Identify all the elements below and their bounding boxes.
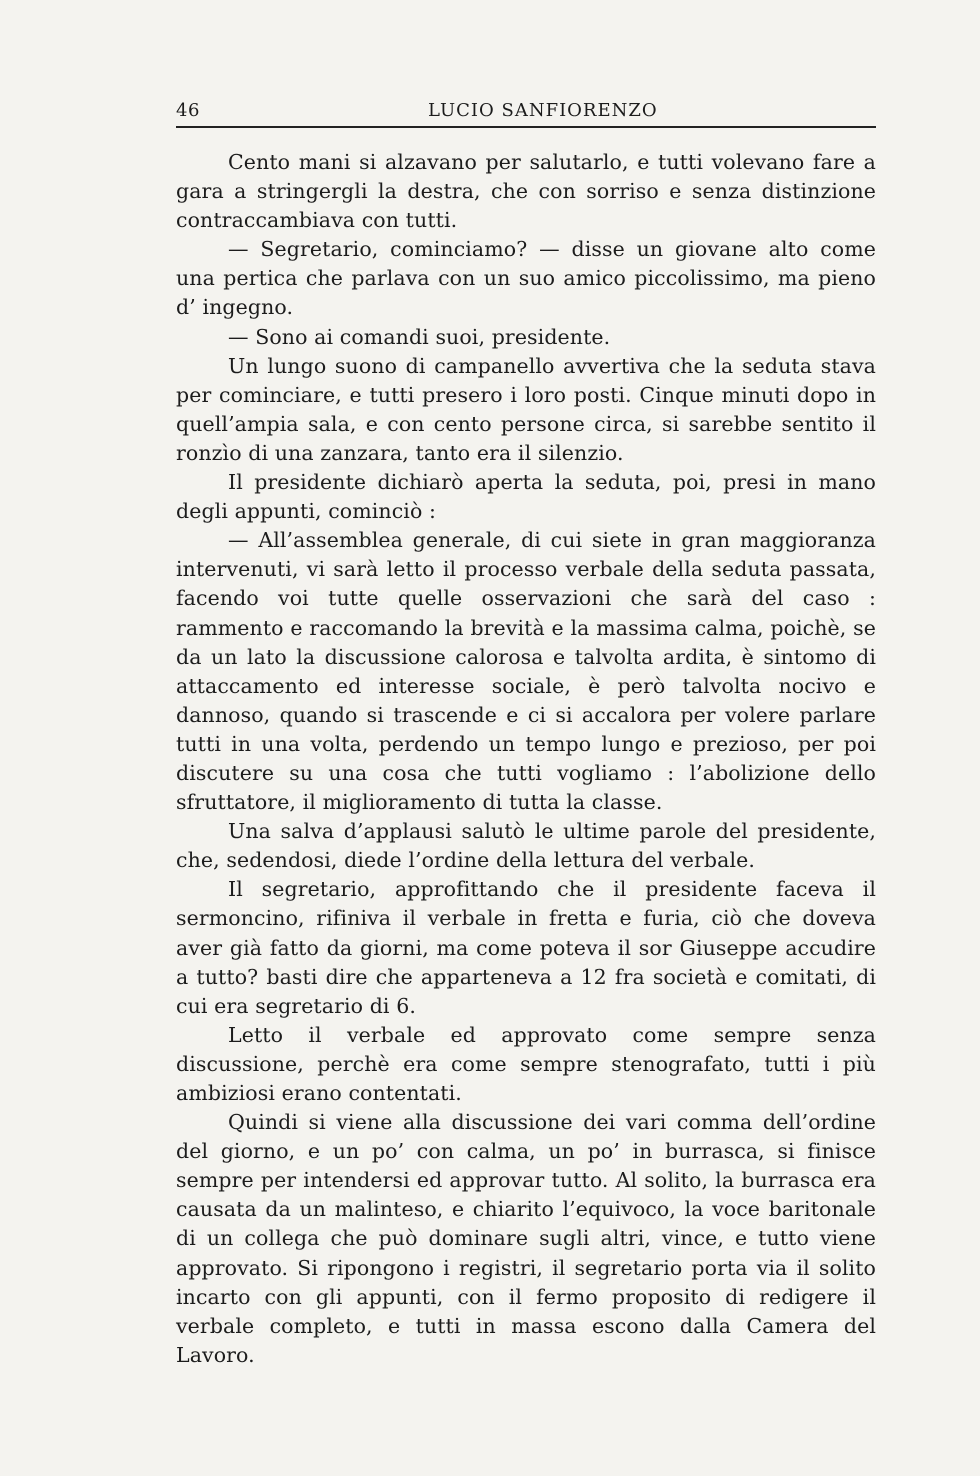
paragraph: — Sono ai comandi suoi, presidente. xyxy=(228,324,611,349)
body-text xyxy=(176,148,876,1370)
paragraph: Un lungo suono di campanello avvertiva che la seduta stava per cominciare, e tutti presero i loro posti. Cinque minuti dopo in quell’ampia sala, e con cento persone circa, si sarebbe sentito il ronzìo di una zanzara, tanto era il silenzio. xyxy=(176,353,876,465)
page-number: 46 xyxy=(176,100,200,121)
paragraph: Il presidente dichiarò aperta la seduta, poi, presi in mano degli appunti, cominciò : xyxy=(176,470,876,524)
paragraph: — Segretario, cominciamo? — disse un giovane alto come una pertica che parlava con un suo amico piccolissimo, ma pieno d’ ingegno. xyxy=(176,237,876,320)
running-title: LUCIO SANFIORENZO xyxy=(428,100,658,121)
paragraph: — All’assemblea generale, di cui siete in gran maggioranza intervenuti, vi sarà letto il processo verbale della seduta passata, facendo voi tutte quelle osservazioni che sarà del caso : rammento e raccomando la brevità e la massima calma, poichè, se da un lato la discussione calorosa e talvolta ardita, è sintomo di attaccamento ed interesse sociale, è però talvolta nocivo e dannoso, quando si trascende e ci si accalora per volere parlare tutti in una volta, perdendo un tempo lungo e prezioso, per poi discutere su una cosa che tutti vogliamo : l’abolizione dello sfruttatore, il miglioramento di tutta la classe. xyxy=(176,528,876,815)
header-rule xyxy=(176,126,876,128)
paragraph: Il segretario, approfittando che il presidente faceva il sermoncino, rifiniva il verbale in fretta e furia, ciò che doveva aver già fatto da giorni, ma come poteva il sor Giuseppe accudire a tutto? basti dire che apparteneva a 12 fra società e comitati, di cui era segretario di 6. xyxy=(176,877,876,1018)
page-header xyxy=(176,96,876,128)
paragraph: Una salva d’applausi salutò le ultime parole del presidente, che, sedendosi, diede l’ordine della lettura del verbale. xyxy=(176,819,876,873)
paragraph: Quindi si viene alla discussione dei vari comma dell’ordine del giorno, e un po’ con calma, un po’ in burrasca, si finisce sempre per intendersi ed approvar tutto. Al solito, la burrasca era causata da un malinteso, e chiarito l’equivoco, la voce baritonale di un collega che può dominare sugli altri, vince, e tutto viene approvato. Si ripongono i registri, il segretario porta via il solito incarto con gli appunti, con il fermo proposito di redigere il verbale completo, e tutti in massa escono dalla Camera del Lavoro. xyxy=(176,1110,876,1367)
paragraph: Letto il verbale ed approvato come sempre senza discussione, perchè era come sempre stenografato, tutti i più ambiziosi erano contentati. xyxy=(176,1022,876,1105)
paragraph: Cento mani si alzavano per salutarlo, e tutti volevano fare a gara a stringergli la destra, che con sorriso e senza distinzione contraccambiava con tutti. xyxy=(176,150,876,233)
